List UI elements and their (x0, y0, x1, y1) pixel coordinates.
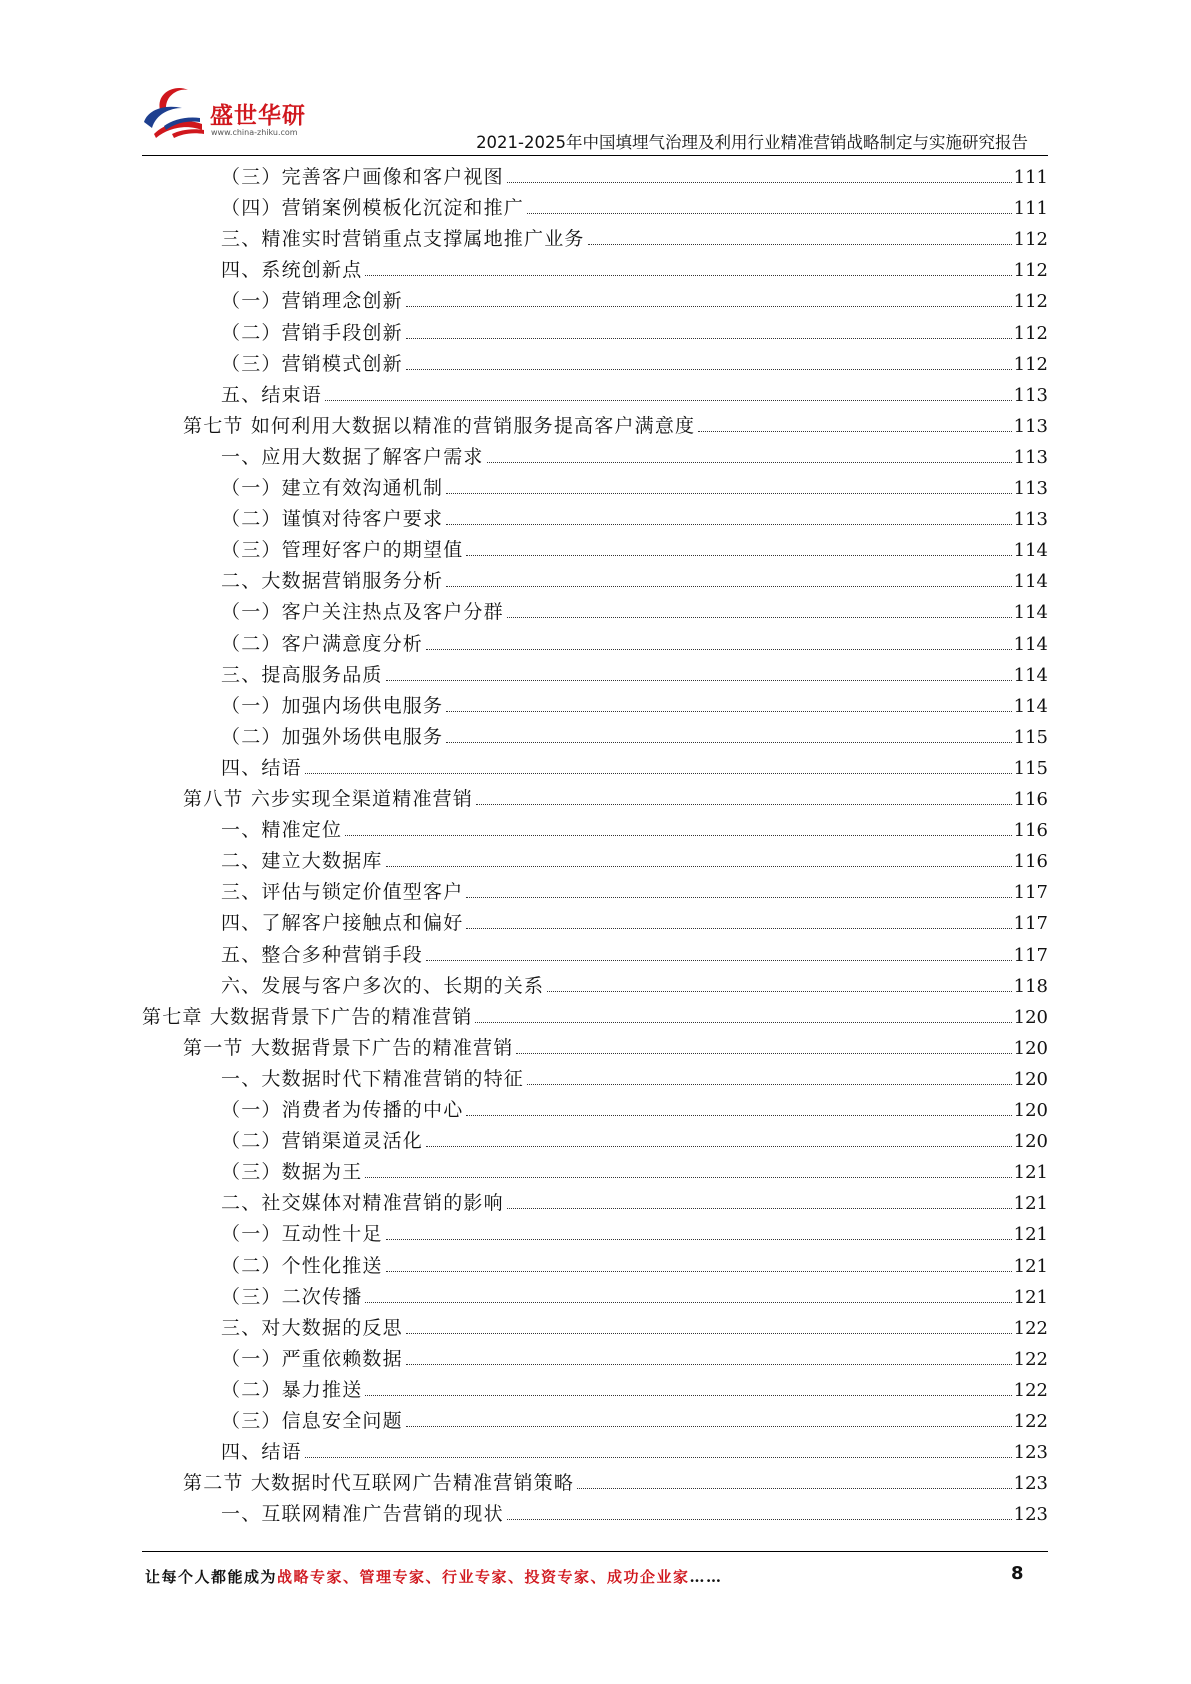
brand-name: 盛世华研 (210, 103, 306, 129)
toc-dot-leader (507, 1519, 1012, 1520)
toc-entry-title: 一、精准定位 (221, 819, 343, 842)
toc-dot-leader (527, 1084, 1012, 1085)
toc-dot-leader (426, 1146, 1012, 1147)
toc-entry-title: （二）暴力推送 (221, 1378, 363, 1401)
toc-entry-page: 115 (1013, 757, 1048, 779)
toc-entry-page: 114 (1013, 695, 1048, 717)
toc-dot-leader (365, 275, 1011, 276)
page-number: 8 (1011, 1563, 1024, 1584)
toc-entry-page: 120 (1013, 1006, 1048, 1028)
toc-dot-leader (527, 213, 1012, 214)
toc-entry-title: 四、系统创新点 (221, 259, 363, 282)
toc-entry-page: 115 (1013, 726, 1048, 748)
toc-entry-page: 111 (1013, 198, 1048, 220)
toc-entry[interactable] (221, 815, 1048, 846)
report-title: 2021-2025年中国填埋气治理及利用行业精准营销战略制定与实施研究报告 (476, 133, 1028, 152)
toc-entry-title: 四、结语 (221, 756, 302, 779)
toc-entry-page: 112 (1013, 353, 1048, 375)
toc-entry-title: （二）营销渠道灵活化 (221, 1130, 424, 1153)
toc-dot-leader (365, 1395, 1011, 1396)
toc-entry-page: 116 (1013, 820, 1048, 842)
toc-entry[interactable] (221, 318, 1048, 349)
toc-entry-title: （三）管理好客户的期望值 (221, 539, 464, 562)
toc-entry-title: 第二节 大数据时代互联网广告精准营销策略 (183, 1472, 575, 1495)
toc-dot-leader (406, 1426, 1012, 1427)
toc-entry-page: 118 (1013, 975, 1048, 997)
toc-entry[interactable] (221, 722, 1048, 753)
toc-entry-title: 四、了解客户接触点和偏好 (221, 912, 464, 935)
toc-entry-page: 120 (1013, 1131, 1048, 1153)
toc-entry-page: 117 (1013, 944, 1048, 966)
toc-dot-leader (426, 649, 1012, 650)
toc-entry[interactable] (221, 1188, 1048, 1219)
toc-entry-page: 121 (1013, 1193, 1048, 1215)
toc-entry[interactable] (221, 566, 1048, 597)
toc-dot-leader (698, 431, 1011, 432)
toc-entry-page: 117 (1013, 913, 1048, 935)
toc-dot-leader (426, 960, 1012, 961)
toc-entry[interactable] (221, 1064, 1048, 1095)
toc-dot-leader (487, 462, 1012, 463)
toc-entry-title: （二）个性化推送 (221, 1254, 383, 1277)
toc-entry[interactable] (221, 1251, 1048, 1282)
toc-entry-page: 114 (1013, 602, 1048, 624)
toc-dot-leader (406, 1333, 1012, 1334)
toc-entry-title: （一）客户关注热点及客户分群 (221, 601, 504, 624)
toc-entry-title: 第七章 大数据背景下广告的精准营销 (142, 1005, 473, 1028)
toc-entry-page: 112 (1013, 260, 1048, 282)
toc-entry-title: 一、大数据时代下精准营销的特征 (221, 1067, 525, 1090)
toc-entry-page: 113 (1013, 415, 1048, 437)
toc-entry-page: 123 (1013, 1473, 1048, 1495)
toc-entry-title: 六、发展与客户多次的、长期的关系 (221, 974, 545, 997)
toc-entry-title: 四、结语 (221, 1441, 302, 1464)
toc-entry-page: 112 (1013, 322, 1048, 344)
toc-entry-title: （三）完善客户画像和客户视图 (221, 166, 504, 188)
toc-entry-page: 111 (1013, 167, 1048, 188)
toc-entry[interactable] (221, 255, 1048, 286)
toc-entry-title: 三、精准实时营销重点支撑属地推广业务 (221, 228, 585, 251)
toc-entry[interactable] (221, 1375, 1048, 1406)
toc-entry[interactable] (221, 380, 1048, 411)
toc-dot-leader (386, 1271, 1012, 1272)
toc-entry[interactable] (221, 1437, 1048, 1468)
toc-dot-leader (446, 493, 1011, 494)
toc-entry-title: 第八节 六步实现全渠道精准营销 (183, 788, 474, 810)
toc-entry[interactable] (221, 753, 1048, 784)
toc-entry-title: （一）消费者为传播的中心 (221, 1099, 464, 1121)
footer-slogan (145, 1566, 723, 1587)
toc-entry-title: 一、应用大数据了解客户需求 (221, 445, 484, 468)
toc-dot-leader (476, 804, 1012, 805)
toc-entry-page: 113 (1013, 478, 1048, 499)
toc-entry[interactable] (221, 1126, 1048, 1157)
toc-dot-leader (507, 617, 1012, 618)
toc-dot-leader (446, 742, 1011, 743)
toc-entry[interactable] (221, 224, 1048, 255)
toc-entry-page: 116 (1013, 789, 1048, 810)
toc-entry-title: （一）严重依赖数据 (221, 1347, 403, 1370)
toc-entry-title: 第一节 大数据背景下广告的精准营销 (183, 1036, 514, 1059)
toc-entry-page: 113 (1013, 384, 1048, 406)
toc-entry-page: 121 (1013, 1255, 1048, 1277)
toc-entry-title: （四）营销案例模板化沉淀和推广 (221, 197, 525, 220)
toc-dot-leader (325, 400, 1012, 401)
toc-entry[interactable] (221, 1282, 1048, 1313)
toc-entry[interactable] (183, 1033, 1048, 1064)
toc-entry-title: （三）数据为王 (221, 1161, 363, 1184)
toc-entry[interactable] (221, 660, 1048, 691)
footer-slogan-suffix: …… (689, 1568, 723, 1586)
toc-entry-title: （一）加强内场供电服务 (221, 694, 444, 717)
toc-dot-leader (475, 1022, 1011, 1023)
toc-entry-title: 二、大数据营销服务分析 (221, 570, 444, 593)
toc-entry-page: 114 (1013, 540, 1048, 562)
toc-entry-title: （一）营销理念创新 (221, 290, 403, 313)
toc-entry[interactable] (221, 504, 1048, 535)
toc-entry-page: 122 (1013, 1379, 1048, 1401)
toc-entry-page: 122 (1013, 1317, 1048, 1339)
toc-entry-page: 121 (1013, 1162, 1048, 1184)
toc-entry-title: 第七节 如何利用大数据以精准的营销服务提高客户满意度 (183, 414, 696, 437)
toc-entry[interactable] (221, 846, 1048, 877)
toc-entry[interactable] (221, 1313, 1048, 1344)
toc-entry-page: 112 (1013, 291, 1048, 313)
toc-entry-title: （一）互动性十足 (221, 1223, 383, 1246)
toc-entry[interactable] (221, 1344, 1048, 1375)
toc-entry[interactable] (221, 286, 1048, 317)
toc-entry-title: 二、建立大数据库 (221, 850, 383, 873)
toc-dot-leader (577, 1488, 1012, 1489)
footer-slogan-prefix: 让每个人都能成为 (145, 1568, 278, 1586)
toc-entry[interactable] (221, 349, 1048, 380)
toc-entry-title: 五、整合多种营销手段 (221, 943, 424, 966)
toc-entry-page: 113 (1013, 509, 1048, 531)
toc-entry[interactable] (221, 473, 1048, 504)
toc-entry-page: 112 (1013, 229, 1048, 251)
toc-entry[interactable] (221, 1499, 1048, 1530)
toc-entry-title: 三、提高服务品质 (221, 663, 383, 686)
toc-dot-leader (466, 555, 1011, 556)
toc-entry[interactable] (183, 1468, 1048, 1499)
footer-slogan-highlight: 战略专家、管理专家、行业专家、投资专家、成功企业家 (277, 1568, 690, 1586)
toc-dot-leader (547, 991, 1011, 992)
toc-entry[interactable] (221, 877, 1048, 908)
toc-entry-title: （二）加强外场供电服务 (221, 725, 444, 748)
toc-entry-title: 三、对大数据的反思 (221, 1316, 403, 1339)
toc-entry-title: （三）营销模式创新 (221, 352, 403, 375)
toc-entry-title: 一、互联网精准广告营销的现状 (221, 1503, 504, 1526)
toc-entry[interactable] (142, 1002, 1048, 1033)
toc-dot-leader (386, 1239, 1012, 1240)
toc-dot-leader (345, 835, 1011, 836)
toc-dot-leader (507, 182, 1012, 183)
toc-entry-title: （二）谨慎对待客户要求 (221, 508, 444, 531)
toc-dot-leader (406, 338, 1012, 339)
toc-entry-page: 114 (1013, 664, 1048, 686)
toc-dot-leader (446, 524, 1011, 525)
toc-entry-title: （二）客户满意度分析 (221, 632, 424, 655)
toc-dot-leader (446, 711, 1011, 712)
toc-entry[interactable] (183, 784, 1048, 815)
toc-entry[interactable] (221, 1157, 1048, 1188)
toc-entry[interactable] (221, 597, 1048, 628)
toc-entry-page: 114 (1013, 633, 1048, 655)
toc-entry-page: 113 (1013, 446, 1048, 468)
toc-entry-page: 122 (1013, 1348, 1048, 1370)
toc-entry-title: 二、社交媒体对精准营销的影响 (221, 1192, 504, 1215)
toc-dot-leader (406, 306, 1012, 307)
toc-entry-page: 114 (1013, 571, 1048, 593)
toc-dot-leader (588, 244, 1012, 245)
toc-entry[interactable] (221, 1219, 1048, 1250)
toc-entry-title: （三）信息安全问题 (221, 1410, 403, 1432)
toc-entry-page: 123 (1013, 1504, 1048, 1526)
toc-dot-leader (466, 928, 1011, 929)
toc-entry[interactable] (221, 193, 1048, 224)
toc-entry[interactable] (221, 908, 1048, 939)
toc-entry-page: 120 (1013, 1037, 1048, 1059)
toc-entry[interactable] (221, 971, 1048, 1002)
toc-dot-leader (365, 1177, 1011, 1178)
toc-entry-title: 五、结束语 (221, 383, 323, 406)
page-header (0, 0, 1191, 152)
toc-dot-leader (516, 1053, 1011, 1054)
toc-dot-leader (406, 369, 1012, 370)
toc-entry-page: 121 (1013, 1286, 1048, 1308)
toc-entry-page: 120 (1013, 1068, 1048, 1090)
toc-entry-page: 117 (1013, 882, 1048, 904)
toc-dot-leader (305, 773, 1012, 774)
toc-entry[interactable] (183, 411, 1048, 442)
footer-divider (142, 1551, 1048, 1552)
toc-entry[interactable] (221, 162, 1048, 193)
toc-dot-leader (305, 1457, 1012, 1458)
toc-entry-title: （一）建立有效沟通机制 (221, 477, 444, 499)
toc-entry[interactable] (221, 1406, 1048, 1437)
toc-dot-leader (446, 586, 1011, 587)
toc-entry[interactable] (221, 940, 1048, 971)
header-divider (142, 155, 1048, 156)
toc-dot-leader (466, 1115, 1011, 1116)
toc-dot-leader (365, 1302, 1011, 1303)
toc-entry-page: 122 (1013, 1411, 1048, 1432)
toc-entry-title: 三、评估与锁定价值型客户 (221, 881, 464, 904)
toc-entry-page: 116 (1013, 851, 1048, 873)
toc-dot-leader (406, 1364, 1012, 1365)
toc-entry-title: （三）二次传播 (221, 1285, 363, 1308)
toc-entry[interactable] (221, 691, 1048, 722)
brand-url: www.china-zhiku.com (211, 128, 298, 137)
toc-entry-page: 123 (1013, 1442, 1048, 1464)
toc-entry[interactable] (221, 1095, 1048, 1126)
toc-dot-leader (386, 680, 1012, 681)
toc-dot-leader (386, 866, 1012, 867)
toc-dot-leader (466, 897, 1011, 898)
toc-entry-page: 120 (1013, 1100, 1048, 1121)
toc-entry-title: （二）营销手段创新 (221, 321, 403, 344)
toc-entry[interactable] (221, 442, 1048, 473)
toc-entry[interactable] (221, 629, 1048, 660)
toc-entry-page: 121 (1013, 1224, 1048, 1246)
toc-dot-leader (507, 1208, 1012, 1209)
toc-entry[interactable] (221, 535, 1048, 566)
